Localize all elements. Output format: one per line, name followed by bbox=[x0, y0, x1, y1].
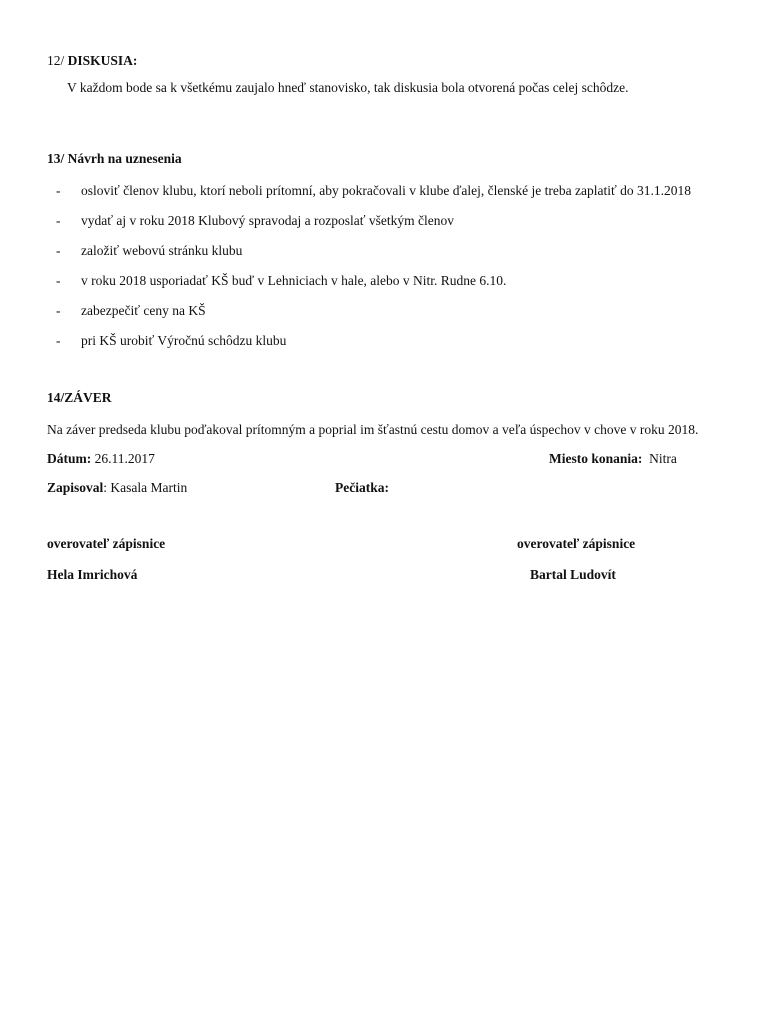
resolution-list bbox=[47, 182, 737, 349]
list-item bbox=[47, 302, 737, 319]
list-item-text: zabezpečiť ceny na KŠ bbox=[81, 303, 206, 318]
list-item bbox=[47, 212, 737, 229]
stamp-label: Pečiatka: bbox=[335, 480, 389, 495]
verifier-right-name: Bartal Ludovít bbox=[530, 567, 616, 582]
discussion-text: V každom bode sa k všetkému zaujalo hneď stanovisko, tak diskusia bola otvorená počas celej schôdze. bbox=[67, 80, 629, 95]
list-item-text: založiť webovú stránku klubu bbox=[81, 243, 243, 258]
dash-bullet: - bbox=[56, 273, 61, 288]
recorder-field bbox=[47, 479, 187, 496]
list-item-text: osloviť členov klubu, ktorí neboli prítomní, aby pokračovali v klube ďalej, členské je treba zaplatiť do 31.1.2018 bbox=[81, 183, 691, 198]
date-field bbox=[47, 450, 155, 467]
recorder-label: Zapisoval bbox=[47, 480, 104, 495]
list-item-text: vydať aj v roku 2018 Klubový spravodaj a rozposlať všetkým členov bbox=[81, 213, 454, 228]
verifier-left-name: Hela Imrichová bbox=[47, 567, 138, 582]
date-place-row bbox=[47, 450, 737, 467]
list-item bbox=[47, 332, 737, 349]
recorder-value: : Kasala Martin bbox=[103, 480, 188, 495]
conclusion-text: Na záver predseda klubu poďakoval prítomným a poprial im šťastnú cestu domov a veľa úspechov v chove v roku 2018. bbox=[47, 422, 699, 437]
verifier-left-label: overovateľ zápisnice bbox=[47, 536, 166, 551]
date-value: 26.11.2017 bbox=[94, 451, 155, 466]
place-label: Miesto konania: bbox=[549, 451, 643, 466]
resolution-section bbox=[47, 150, 737, 349]
resolution-heading: 13/ Návrh na uznesenia bbox=[47, 151, 182, 166]
list-item bbox=[47, 272, 737, 289]
dash-bullet: - bbox=[56, 243, 61, 258]
list-item bbox=[47, 242, 737, 259]
list-item-text: pri KŠ urobiť Výročnú schôdzu klubu bbox=[81, 333, 287, 348]
dash-bullet: - bbox=[56, 183, 61, 198]
place-field bbox=[549, 450, 677, 467]
list-item bbox=[47, 182, 737, 199]
discussion-heading-number: 12/ bbox=[47, 53, 65, 68]
discussion-heading-title: DISKUSIA: bbox=[67, 53, 138, 68]
verifier-right-label: overovateľ zápisnice bbox=[517, 536, 636, 551]
dash-bullet: - bbox=[56, 213, 61, 228]
discussion-heading bbox=[47, 52, 737, 69]
verifiers-label-row bbox=[47, 535, 737, 552]
conclusion-heading: 14/ZÁVER bbox=[47, 390, 112, 405]
minutes-page bbox=[47, 52, 737, 583]
dash-bullet: - bbox=[56, 333, 61, 348]
list-item-text: v roku 2018 usporiadať KŠ buď v Lehniciach v hale, alebo v Nitr. Rudne 6.10. bbox=[81, 273, 507, 288]
date-label: Dátum: bbox=[47, 451, 92, 466]
recorder-stamp-row bbox=[47, 479, 737, 496]
conclusion-section bbox=[47, 389, 737, 438]
dash-bullet: - bbox=[56, 303, 61, 318]
discussion-section bbox=[47, 52, 737, 96]
verifiers-name-row bbox=[47, 566, 737, 583]
place-value: Nitra bbox=[649, 451, 677, 466]
